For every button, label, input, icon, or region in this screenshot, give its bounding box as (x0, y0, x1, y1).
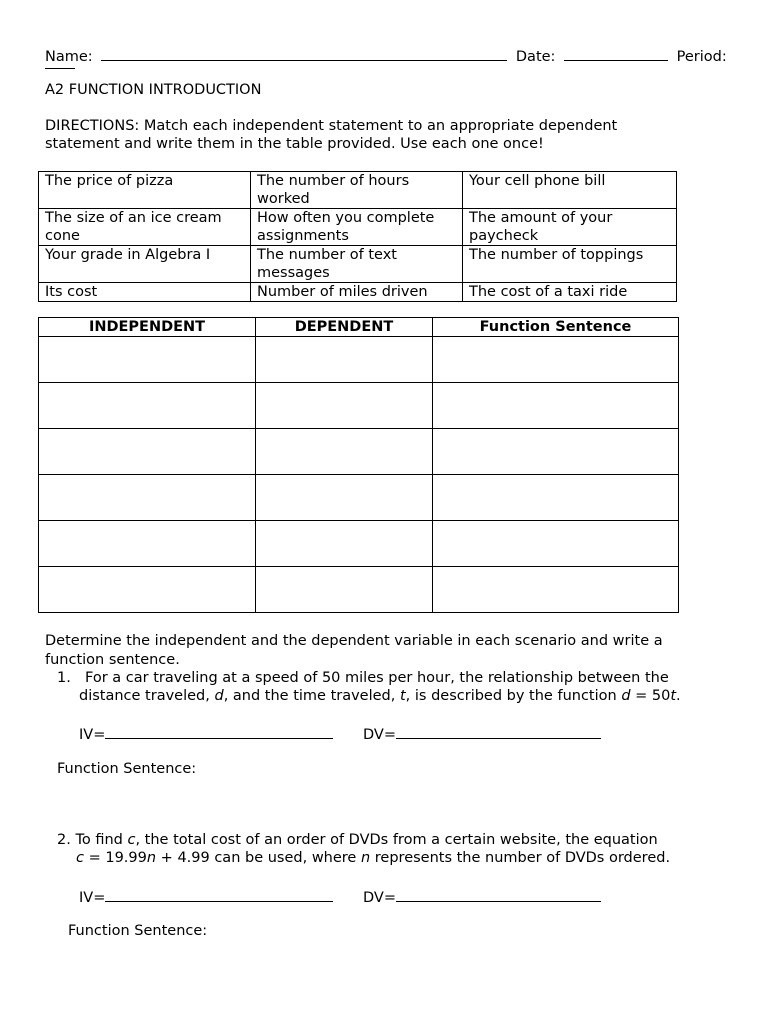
statement-cell: The number of toppings (463, 246, 677, 283)
q1-text: , is described by the function (405, 688, 622, 704)
q2-dv-line (363, 887, 601, 906)
answer-cell[interactable] (433, 475, 679, 521)
q1-line-2 (79, 688, 681, 704)
statement-cell: How often you complete assignments (251, 209, 463, 246)
statements-row (39, 246, 677, 283)
q1-number: 1. (57, 670, 71, 686)
q1-text: , and the time traveled, (223, 688, 400, 704)
q2-text: 2. To find (57, 832, 128, 848)
q1-dv-line (363, 724, 601, 743)
statements-table (38, 171, 677, 302)
q2-eq: = 19.99 (83, 850, 147, 866)
date-blank[interactable] (564, 46, 668, 61)
period-blank[interactable] (45, 68, 75, 69)
answer-row (39, 383, 679, 429)
header-dependent: DEPENDENT (256, 318, 433, 337)
name-label: Name: (45, 49, 93, 65)
q2-eq-n: n (146, 850, 157, 866)
statements-row (39, 209, 677, 246)
period-label: Period: (676, 49, 727, 65)
statement-cell: Your grade in Algebra I (39, 246, 251, 283)
answer-cell[interactable] (433, 567, 679, 613)
q1-iv-line (79, 724, 333, 743)
iv-label: IV= (79, 727, 106, 743)
statement-cell: The number of text messages (251, 246, 463, 283)
answer-cell[interactable] (433, 429, 679, 475)
q2-iv-blank[interactable] (105, 887, 333, 902)
q1-dv-blank[interactable] (396, 724, 601, 739)
q2-var-n: n (360, 850, 371, 866)
answer-cell[interactable] (433, 521, 679, 567)
statement-cell: Number of miles driven (251, 283, 463, 302)
answer-cell[interactable] (39, 567, 256, 613)
q1-var-t: t (399, 688, 406, 704)
answer-cell[interactable] (433, 383, 679, 429)
q1-text: distance traveled, (79, 688, 215, 704)
q1-eq: = 50 (630, 688, 671, 704)
q2-iv-line (79, 887, 333, 906)
page-title: A2 FUNCTION INTRODUCTION (45, 82, 262, 98)
q1-eq-d: d (621, 688, 631, 704)
q2-var-c: c (127, 832, 136, 848)
answer-cell[interactable] (256, 383, 433, 429)
answer-cell[interactable] (39, 521, 256, 567)
q2-line-1 (57, 832, 658, 848)
answer-cell[interactable] (256, 567, 433, 613)
answer-header-row (39, 318, 679, 337)
answer-cell[interactable] (39, 475, 256, 521)
q2-line-2 (76, 850, 670, 866)
answer-cell[interactable] (39, 337, 256, 383)
answer-row (39, 521, 679, 567)
answer-cell[interactable] (256, 337, 433, 383)
q1-iv-blank[interactable] (105, 724, 333, 739)
answer-cell[interactable] (256, 475, 433, 521)
answer-cell[interactable] (256, 521, 433, 567)
statement-cell: The cost of a taxi ride (463, 283, 677, 302)
answer-cell[interactable] (39, 383, 256, 429)
answer-row (39, 567, 679, 613)
header-line (45, 46, 727, 65)
q1-var-d: d (214, 688, 224, 704)
statement-cell: The number of hours worked (251, 172, 463, 209)
q1-eq-t: t (670, 688, 677, 704)
answer-table (38, 317, 679, 613)
statement-cell: Its cost (39, 283, 251, 302)
header-independent: INDEPENDENT (39, 318, 256, 337)
q2-text: + 4.99 can be used, where (156, 850, 361, 866)
statement-cell: The price of pizza (39, 172, 251, 209)
q2-function-sentence-label: Function Sentence: (68, 923, 208, 939)
answer-row (39, 337, 679, 383)
date-label: Date: (515, 49, 556, 65)
section2-intro-line-2: function sentence. (45, 652, 180, 668)
answer-cell[interactable] (433, 337, 679, 383)
statements-row (39, 283, 677, 302)
dv-label: DV= (363, 727, 396, 743)
q1-function-sentence-label: Function Sentence: (57, 761, 197, 777)
statement-cell: Your cell phone bill (463, 172, 677, 209)
answer-cell[interactable] (39, 429, 256, 475)
q2-text: represents the number of DVDs ordered. (370, 850, 671, 866)
q1-line-1: For a car traveling at a speed of 50 miles per hour, the relationship between the (85, 670, 669, 686)
q1-eq-end: . (676, 688, 681, 704)
section2-intro-line-1: Determine the independent and the dependent variable in each scenario and write a (45, 633, 663, 649)
statement-cell: The amount of your paycheck (463, 209, 677, 246)
iv-label: IV= (79, 890, 106, 906)
q2-text: , the total cost of an order of DVDs from a certain website, the equation (135, 832, 658, 848)
answer-cell[interactable] (256, 429, 433, 475)
name-blank[interactable] (101, 46, 507, 61)
q2-eq-c: c (76, 850, 84, 866)
statements-row (39, 172, 677, 209)
directions-line-2: statement and write them in the table provided. Use each one once! (45, 136, 544, 152)
directions-line-1: DIRECTIONS: Match each independent statement to an appropriate dependent (45, 118, 618, 134)
dv-label: DV= (363, 890, 396, 906)
answer-row (39, 429, 679, 475)
statement-cell: The size of an ice cream cone (39, 209, 251, 246)
q2-dv-blank[interactable] (396, 887, 601, 902)
header-function-sentence: Function Sentence (433, 318, 679, 337)
answer-row (39, 475, 679, 521)
